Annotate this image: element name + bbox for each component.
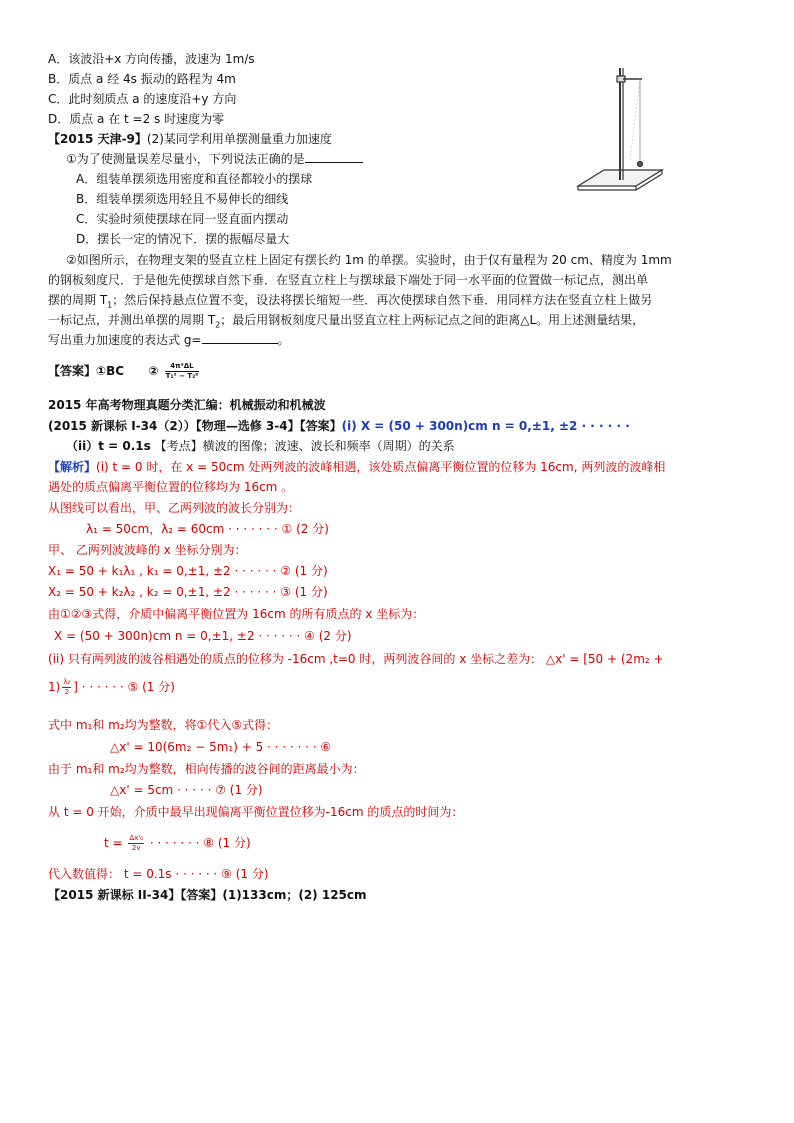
head-a: (2015 新课标 I-34（2））【物理—选修 3-4】【答案】 (48, 419, 342, 433)
tianjin-opt-a: A．组装单摆须选用密度和直径都较小的摆球 (76, 172, 313, 186)
option-d: D．质点 a 在 t =2 s 时速度为零 (48, 112, 225, 126)
tianjin-q1-text: ①为了使测量误差尽量小，下列说法正确的是 (66, 152, 305, 166)
pendulum-apparatus-diagram (574, 62, 666, 212)
answer-2-label: ② (148, 364, 159, 378)
tianjin-para-4: 一标记点，并测出单摆的周期 $T_2$；最后用钢板刻度尺量出竖直立柱上两标记点之间的距离△L。用上述测量结果， (48, 313, 645, 330)
tianjin-para-1: ②如图所示，在物理支架的竖直立柱上固定有摆长约 1m 的单摆。实验时，由于仅有量程为 20 cm、精度为 1mm (66, 253, 672, 267)
g-blank (202, 331, 278, 344)
line-7: X₂ = 50 + k₂λ₂ , k₂ = 0,±1, ±2 · · · · · · ③ (1 分) (48, 585, 328, 599)
line-19: 【2015 新课标 II-34】【答案】(1)133cm；(2) 125cm (48, 888, 367, 902)
section-head (48, 417, 630, 435)
ii-kaodian: 【考点】横波的图像；波速、波长和频率（周期）的关系 (154, 439, 455, 453)
lambda-half-num: λ₂ (63, 678, 71, 686)
p5-b: 。 (277, 333, 290, 347)
line-12: 式中 m₁和 m₂均为整数，将①代入⑤式得： (48, 718, 279, 732)
tianjin-title: (2)某同学利用单摆测量重力加速度 (146, 132, 332, 146)
jiexi-line-1 (48, 458, 665, 476)
line-17 (104, 834, 251, 853)
line-10: (ii) 只有两列波的波谷相遇处的质点的位移为 -16cm ,t=0 时，两列波谷间的 x 坐标之差为： △x' = [50 + (2m₂ + (48, 652, 664, 666)
time-fraction-num: Δx'₀ (129, 834, 144, 842)
jiexi-text-1: (i) t = 0 时，在 x = 50cm 处两列波的波峰相遇，该处质点偏离平衡位置的位移为 16cm, 两列波的波峰相 (96, 460, 666, 474)
section-title: 2015 年高考物理真题分类汇编：机械振动和机械波 (48, 398, 326, 412)
tianjin-answer (48, 362, 201, 381)
line-5: 甲、 乙两列波波峰的 x 坐标分别为： (48, 543, 247, 557)
option-b: B．质点 a 经 4s 振动的路程为 4m (48, 72, 236, 86)
lambda-half-den: 2 (64, 688, 70, 696)
line-14: 由于 m₁和 m₂均为整数，相向传播的波谷间的距离最小为： (48, 762, 365, 776)
answer-label: 【答案】①BC (48, 364, 125, 378)
pendulum-string-swing (630, 79, 640, 160)
time-fraction (128, 834, 144, 853)
pendulum-bob (638, 162, 643, 167)
g-formula-num: 4π²ΔL (165, 362, 200, 372)
line-11 (48, 678, 175, 697)
l11-b: ] · · · · · · ⑤ (1 分) (73, 680, 175, 694)
tianjin-q1 (66, 150, 363, 168)
tianjin-para-2: 的钢板刻度尺．于是他先使摆球自然下垂．在竖直立柱上与摆球最下端处于同一水平面的位置做一标记点，测出单 (48, 273, 649, 287)
option-c: C．此时刻质点 a 的速度沿+y 方向 (48, 92, 237, 106)
tianjin-opt-c: C．实验时须使摆球在同一竖直面内摆动 (76, 212, 289, 226)
p4-a: 一标记点，并测出单摆的周期 T (48, 313, 216, 327)
lambda-half (62, 678, 71, 697)
line-13: △x' = 10(6m₂ − 5m₁) + 5 · · · · · · · ⑥ (110, 740, 332, 754)
jiexi-line-2: 遇处的质点偏离平衡位置的位移均为 16cm 。 (48, 480, 294, 494)
tianjin-para-3: 摆的周期 $T_1$；然后保持悬点位置不变，设法将摆长缩短一些．再次使摆球自然下垂．用同样方法在竖直立柱上做另 (48, 293, 653, 310)
jiexi-tag: 【解析】 (48, 460, 97, 474)
g-formula (165, 362, 200, 381)
line-15: △x' = 5cm · · · · · ⑦ (1 分) (110, 783, 263, 797)
g-formula-den: T₁² − T₂² (165, 372, 199, 380)
l17-a: t = (104, 836, 127, 850)
tianjin-tag: 【2015 天津-9】 (48, 132, 147, 146)
p4-b: ；最后用钢板刻度尺量出竖直立柱上两标记点之间的距离△L。用上述测量结果， (220, 313, 645, 327)
line-16: 从 t = 0 开始，介质中最早出现偏离平衡位置位移为-16cm 的质点的时间为： (48, 805, 464, 819)
tianjin-opt-b: B．组装单摆须选用轻且不易伸长的细线 (76, 192, 289, 206)
tianjin-opt-d: D．摆长一定的情况下．摆的振幅尽量大 (76, 232, 290, 246)
p3-a: 摆的周期 T (48, 293, 108, 307)
time-fraction-den: 2v (131, 844, 141, 852)
line-9: X = (50 + 300n)cm n = 0,±1, ±2 · · · · · · ④ (2 分) (54, 629, 352, 643)
head-b: (i) X = (50 + 300n)cm n = 0,±1, ±2 · · · · · · (341, 419, 630, 433)
ii-answer: （ii）t = 0.1s (66, 439, 151, 453)
p5-a: 写出重力加速度的表达式 g= (48, 333, 202, 347)
tianjin-title-line (48, 130, 332, 148)
answer-blank (305, 150, 363, 163)
l11-a: 1) (48, 680, 61, 694)
l17-b: · · · · · · · ⑧ (1 分) (146, 836, 251, 850)
line-3: 从图线可以看出，甲、乙两列波的波长分别为： (48, 501, 301, 515)
tianjin-para-5 (48, 331, 290, 349)
line-18: 代入数值得： t = 0.1s · · · · · · ⑨ (1 分) (48, 867, 269, 881)
line-4: λ₁ = 50cm，λ₂ = 60cm · · · · · · · ① (2 分) (86, 522, 329, 536)
line-8: 由①②③式得，介质中偏离平衡位置为 16cm 的所有质点的 x 坐标为： (48, 607, 425, 621)
ii-line (66, 437, 455, 455)
option-a: A．该波沿+x 方向传播，波速为 1m/s (48, 52, 255, 66)
line-6: X₁ = 50 + k₁λ₁ , k₁ = 0,±1, ±2 · · · · · · ② (1 分) (48, 564, 328, 578)
p3-b: ；然后保持悬点位置不变，设法将摆长缩短一些．再次使摆球自然下垂．用同样方法在竖直立柱上做另 (112, 293, 653, 307)
